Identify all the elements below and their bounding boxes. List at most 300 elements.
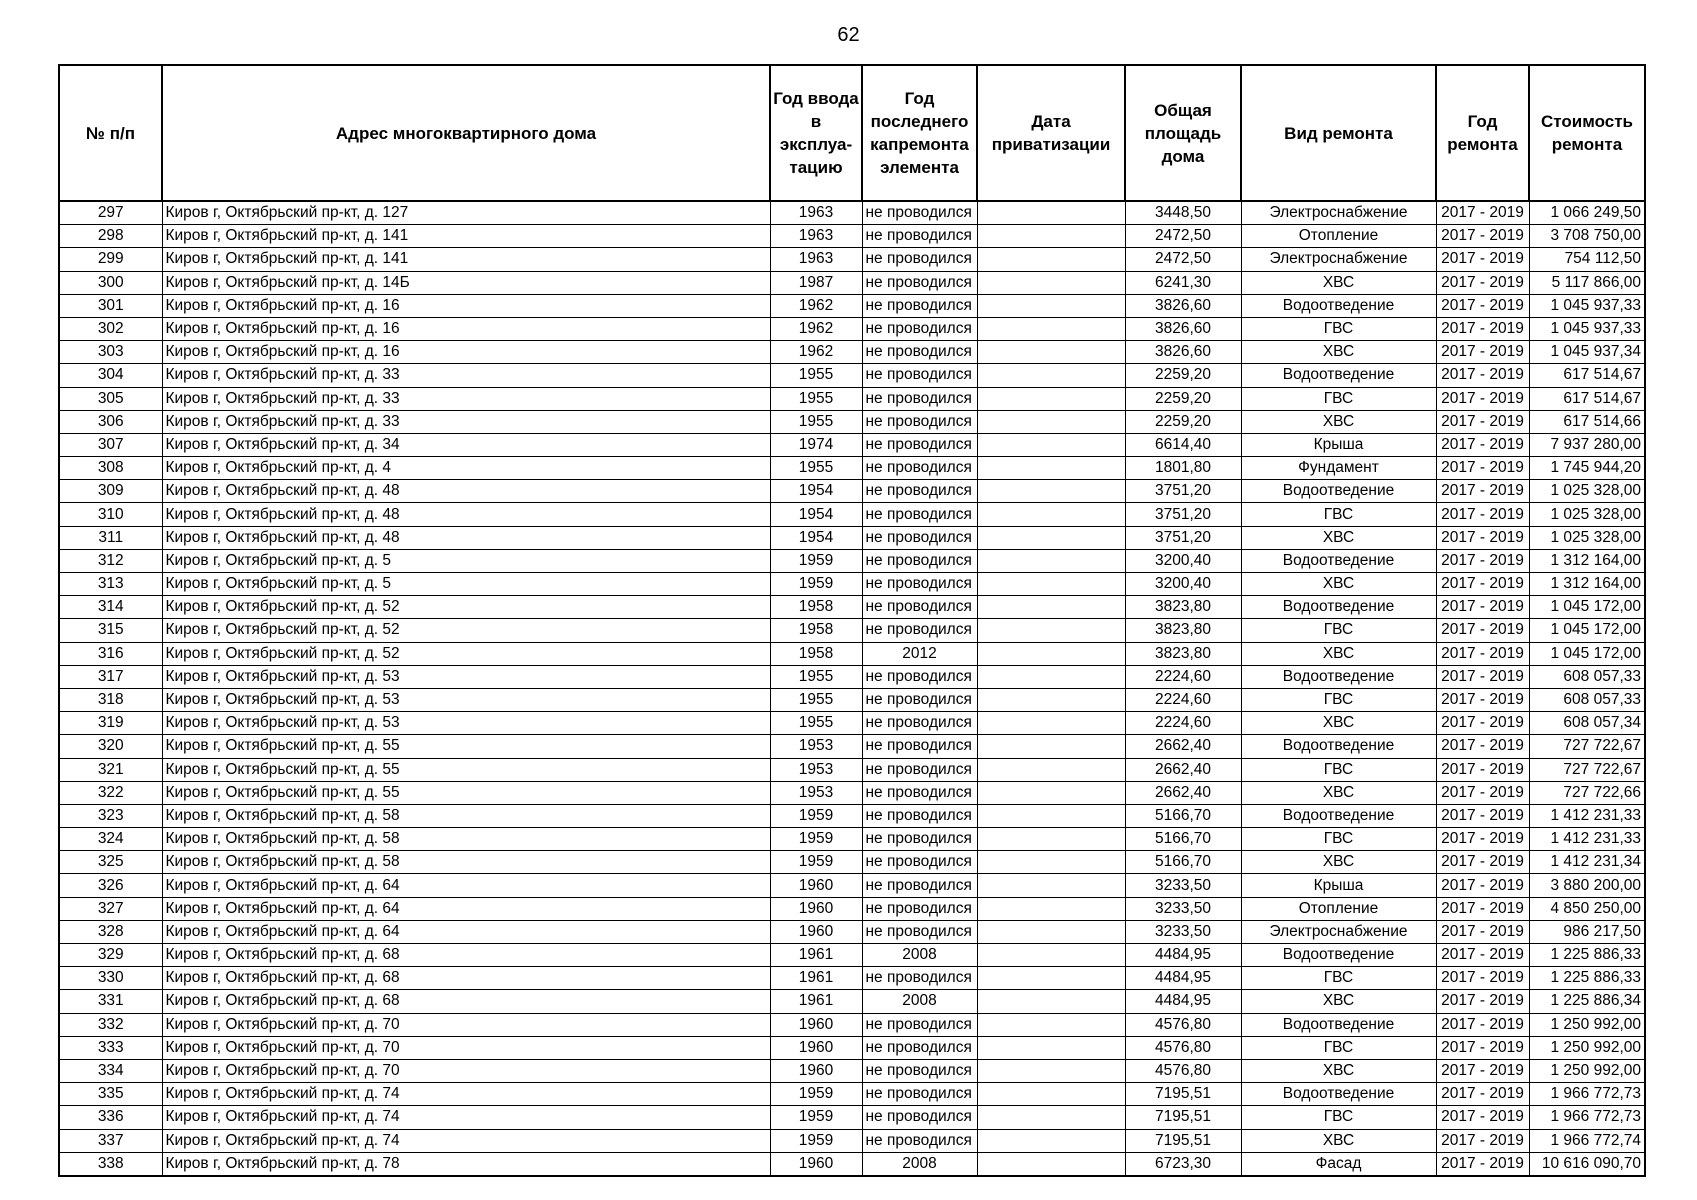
table-row — [59, 851, 1645, 874]
cell-address: Киров г, Октябрьский пр-кт, д. 52 — [162, 619, 770, 642]
cell-repair-year: 2017 - 2019 — [1436, 1059, 1529, 1082]
cell-num: 337 — [59, 1129, 162, 1152]
cell-year-built: 1953 — [770, 758, 862, 781]
cell-year-built: 1959 — [770, 1106, 862, 1129]
table-row — [59, 1059, 1645, 1082]
table-row — [59, 1013, 1645, 1036]
table-row — [59, 341, 1645, 364]
cell-num: 307 — [59, 433, 162, 456]
cell-last-repair: не проводился — [862, 897, 977, 920]
cell-repair-year: 2017 - 2019 — [1436, 874, 1529, 897]
cell-last-repair: не проводился — [862, 480, 977, 503]
cell-cost: 727 722,67 — [1529, 735, 1645, 758]
cell-address: Киров г, Октябрьский пр-кт, д. 70 — [162, 1013, 770, 1036]
cell-last-repair: 2008 — [862, 990, 977, 1013]
cell-privatization — [977, 1036, 1125, 1059]
cell-repair-year: 2017 - 2019 — [1436, 1106, 1529, 1129]
cell-num: 303 — [59, 341, 162, 364]
cell-last-repair: не проводился — [862, 619, 977, 642]
table-row — [59, 549, 1645, 572]
cell-last-repair: не проводился — [862, 874, 977, 897]
cell-privatization — [977, 665, 1125, 688]
table-row — [59, 920, 1645, 943]
cell-year-built: 1960 — [770, 1152, 862, 1176]
cell-last-repair: не проводился — [862, 735, 977, 758]
cell-cost: 3 880 200,00 — [1529, 874, 1645, 897]
cell-address: Киров г, Октябрьский пр-кт, д. 16 — [162, 294, 770, 317]
cell-cost: 1 225 886,34 — [1529, 990, 1645, 1013]
table-row — [59, 503, 1645, 526]
cell-year-built: 1959 — [770, 851, 862, 874]
cell-num: 298 — [59, 225, 162, 248]
cell-last-repair: не проводился — [862, 967, 977, 990]
cell-cost: 617 514,67 — [1529, 364, 1645, 387]
cell-area: 2259,20 — [1125, 364, 1241, 387]
cell-area: 6241,30 — [1125, 271, 1241, 294]
cell-privatization — [977, 364, 1125, 387]
cell-repair-type: Водоотведение — [1241, 665, 1436, 688]
table-row — [59, 1106, 1645, 1129]
cell-last-repair: не проводился — [862, 410, 977, 433]
cell-privatization — [977, 1152, 1125, 1176]
cell-address: Киров г, Октябрьский пр-кт, д. 64 — [162, 920, 770, 943]
cell-last-repair: не проводился — [862, 828, 977, 851]
cell-year-built: 1954 — [770, 526, 862, 549]
table-row — [59, 642, 1645, 665]
cell-privatization — [977, 874, 1125, 897]
cell-repair-year: 2017 - 2019 — [1436, 526, 1529, 549]
cell-last-repair: не проводился — [862, 1083, 977, 1106]
cell-cost: 727 722,67 — [1529, 758, 1645, 781]
cell-privatization — [977, 920, 1125, 943]
cell-repair-type: ГВС — [1241, 828, 1436, 851]
cell-last-repair: 2008 — [862, 1152, 977, 1176]
cell-num: 304 — [59, 364, 162, 387]
cell-last-repair: не проводился — [862, 526, 977, 549]
table-row — [59, 1129, 1645, 1152]
cell-cost: 1 312 164,00 — [1529, 549, 1645, 572]
cell-repair-type: ГВС — [1241, 1106, 1436, 1129]
cell-year-built: 1958 — [770, 642, 862, 665]
cell-year-built: 1953 — [770, 781, 862, 804]
cell-last-repair: не проводился — [862, 364, 977, 387]
cell-num: 300 — [59, 271, 162, 294]
cell-year-built: 1955 — [770, 364, 862, 387]
cell-area: 5166,70 — [1125, 804, 1241, 827]
cell-cost: 1 412 231,33 — [1529, 804, 1645, 827]
cell-privatization — [977, 897, 1125, 920]
cell-num: 329 — [59, 944, 162, 967]
cell-area: 2259,20 — [1125, 410, 1241, 433]
cell-address: Киров г, Октябрьский пр-кт, д. 64 — [162, 874, 770, 897]
cell-privatization — [977, 851, 1125, 874]
cell-address: Киров г, Октябрьский пр-кт, д. 55 — [162, 735, 770, 758]
cell-num: 338 — [59, 1152, 162, 1176]
cell-privatization — [977, 271, 1125, 294]
cell-year-built: 1962 — [770, 341, 862, 364]
cell-address: Киров г, Октябрьский пр-кт, д. 68 — [162, 967, 770, 990]
cell-privatization — [977, 688, 1125, 711]
cell-address: Киров г, Октябрьский пр-кт, д. 53 — [162, 665, 770, 688]
cell-privatization — [977, 549, 1125, 572]
cell-repair-year: 2017 - 2019 — [1436, 248, 1529, 271]
cell-repair-type: ГВС — [1241, 387, 1436, 410]
cell-last-repair: не проводился — [862, 851, 977, 874]
cell-privatization — [977, 573, 1125, 596]
cell-repair-year: 2017 - 2019 — [1436, 781, 1529, 804]
cell-area: 3823,80 — [1125, 642, 1241, 665]
cell-last-repair: не проводился — [862, 201, 977, 225]
cell-address: Киров г, Октябрьский пр-кт, д. 53 — [162, 712, 770, 735]
cell-num: 323 — [59, 804, 162, 827]
cell-repair-type: Водоотведение — [1241, 364, 1436, 387]
cell-year-built: 1959 — [770, 573, 862, 596]
cell-privatization — [977, 642, 1125, 665]
cell-privatization — [977, 1129, 1125, 1152]
cell-num: 318 — [59, 688, 162, 711]
cell-address: Киров г, Октябрьский пр-кт, д. 70 — [162, 1036, 770, 1059]
table-row — [59, 410, 1645, 433]
cell-repair-type: ХВС — [1241, 781, 1436, 804]
cell-repair-type: ГВС — [1241, 967, 1436, 990]
table-row — [59, 781, 1645, 804]
header-year-built: Год ввода в эксплуа-тацию — [770, 65, 862, 201]
cell-address: Киров г, Октябрьский пр-кт, д. 48 — [162, 526, 770, 549]
cell-last-repair: не проводился — [862, 920, 977, 943]
cell-repair-type: ХВС — [1241, 851, 1436, 874]
cell-last-repair: 2012 — [862, 642, 977, 665]
cell-year-built: 1959 — [770, 804, 862, 827]
cell-num: 317 — [59, 665, 162, 688]
cell-privatization — [977, 1059, 1125, 1082]
cell-year-built: 1962 — [770, 317, 862, 340]
cell-repair-year: 2017 - 2019 — [1436, 410, 1529, 433]
cell-privatization — [977, 735, 1125, 758]
cell-repair-year: 2017 - 2019 — [1436, 758, 1529, 781]
cell-last-repair: не проводился — [862, 596, 977, 619]
cell-repair-type: Электроснабжение — [1241, 201, 1436, 225]
table-row — [59, 225, 1645, 248]
header-area: Общая площадь дома — [1125, 65, 1241, 201]
cell-last-repair: не проводился — [862, 294, 977, 317]
cell-num: 320 — [59, 735, 162, 758]
cell-num: 332 — [59, 1013, 162, 1036]
cell-num: 311 — [59, 526, 162, 549]
cell-last-repair: не проводился — [862, 549, 977, 572]
table-row — [59, 271, 1645, 294]
cell-last-repair: не проводился — [862, 712, 977, 735]
cell-privatization — [977, 804, 1125, 827]
cell-num: 325 — [59, 851, 162, 874]
cell-repair-year: 2017 - 2019 — [1436, 619, 1529, 642]
header-row — [59, 65, 1645, 201]
cell-address: Киров г, Октябрьский пр-кт, д. 58 — [162, 828, 770, 851]
cell-cost: 1 045 937,33 — [1529, 294, 1645, 317]
cell-address: Киров г, Октябрьский пр-кт, д. 4 — [162, 457, 770, 480]
cell-repair-year: 2017 - 2019 — [1436, 851, 1529, 874]
cell-privatization — [977, 503, 1125, 526]
cell-privatization — [977, 341, 1125, 364]
cell-cost: 617 514,67 — [1529, 387, 1645, 410]
table-row — [59, 735, 1645, 758]
cell-address: Киров г, Октябрьский пр-кт, д. 78 — [162, 1152, 770, 1176]
cell-privatization — [977, 781, 1125, 804]
cell-repair-year: 2017 - 2019 — [1436, 712, 1529, 735]
cell-address: Киров г, Октябрьский пр-кт, д. 70 — [162, 1059, 770, 1082]
cell-area: 3826,60 — [1125, 294, 1241, 317]
cell-address: Киров г, Октябрьский пр-кт, д. 5 — [162, 549, 770, 572]
cell-area: 2224,60 — [1125, 688, 1241, 711]
cell-last-repair: не проводился — [862, 1106, 977, 1129]
cell-cost: 1 966 772,74 — [1529, 1129, 1645, 1152]
cell-last-repair: не проводился — [862, 387, 977, 410]
cell-repair-year: 2017 - 2019 — [1436, 1152, 1529, 1176]
cell-address: Киров г, Октябрьский пр-кт, д. 34 — [162, 433, 770, 456]
cell-repair-year: 2017 - 2019 — [1436, 596, 1529, 619]
table-row — [59, 990, 1645, 1013]
cell-address: Киров г, Октябрьский пр-кт, д. 14Б — [162, 271, 770, 294]
cell-repair-year: 2017 - 2019 — [1436, 1013, 1529, 1036]
table-row — [59, 1083, 1645, 1106]
cell-repair-type: Водоотведение — [1241, 1013, 1436, 1036]
cell-num: 306 — [59, 410, 162, 433]
table-row — [59, 317, 1645, 340]
table-row — [59, 828, 1645, 851]
cell-repair-year: 2017 - 2019 — [1436, 967, 1529, 990]
cell-year-built: 1974 — [770, 433, 862, 456]
cell-cost: 1 225 886,33 — [1529, 944, 1645, 967]
cell-repair-year: 2017 - 2019 — [1436, 1129, 1529, 1152]
cell-cost: 1 025 328,00 — [1529, 503, 1645, 526]
cell-address: Киров г, Октябрьский пр-кт, д. 58 — [162, 804, 770, 827]
cell-year-built: 1961 — [770, 967, 862, 990]
cell-area: 2472,50 — [1125, 225, 1241, 248]
cell-area: 3200,40 — [1125, 573, 1241, 596]
cell-repair-year: 2017 - 2019 — [1436, 480, 1529, 503]
cell-area: 3233,50 — [1125, 897, 1241, 920]
cell-repair-type: ХВС — [1241, 410, 1436, 433]
cell-year-built: 1963 — [770, 225, 862, 248]
cell-cost: 10 616 090,70 — [1529, 1152, 1645, 1176]
cell-area: 3751,20 — [1125, 526, 1241, 549]
cell-num: 327 — [59, 897, 162, 920]
cell-repair-type: Фундамент — [1241, 457, 1436, 480]
cell-address: Киров г, Октябрьский пр-кт, д. 53 — [162, 688, 770, 711]
cell-num: 322 — [59, 781, 162, 804]
cell-privatization — [977, 526, 1125, 549]
cell-repair-type: ХВС — [1241, 990, 1436, 1013]
cell-privatization — [977, 387, 1125, 410]
cell-cost: 1 225 886,33 — [1529, 967, 1645, 990]
cell-address: Киров г, Октябрьский пр-кт, д. 52 — [162, 642, 770, 665]
table-row — [59, 874, 1645, 897]
cell-area: 3233,50 — [1125, 874, 1241, 897]
table-row — [59, 688, 1645, 711]
cell-num: 305 — [59, 387, 162, 410]
cell-repair-type: Водоотведение — [1241, 480, 1436, 503]
cell-year-built: 1955 — [770, 410, 862, 433]
cell-address: Киров г, Октябрьский пр-кт, д. 55 — [162, 781, 770, 804]
cell-repair-type: Отопление — [1241, 225, 1436, 248]
cell-repair-year: 2017 - 2019 — [1436, 920, 1529, 943]
cell-privatization — [977, 225, 1125, 248]
cell-area: 4576,80 — [1125, 1059, 1241, 1082]
cell-area: 4576,80 — [1125, 1036, 1241, 1059]
cell-repair-year: 2017 - 2019 — [1436, 665, 1529, 688]
cell-repair-type: Отопление — [1241, 897, 1436, 920]
cell-privatization — [977, 944, 1125, 967]
cell-num: 328 — [59, 920, 162, 943]
repair-table — [58, 64, 1646, 1177]
cell-repair-type: ХВС — [1241, 1059, 1436, 1082]
cell-repair-type: ХВС — [1241, 1129, 1436, 1152]
table-row — [59, 712, 1645, 735]
cell-cost: 986 217,50 — [1529, 920, 1645, 943]
cell-repair-type: ГВС — [1241, 503, 1436, 526]
cell-address: Киров г, Октябрьский пр-кт, д. 141 — [162, 248, 770, 271]
cell-year-built: 1959 — [770, 1083, 862, 1106]
cell-privatization — [977, 758, 1125, 781]
table-row — [59, 967, 1645, 990]
cell-repair-type: Водоотведение — [1241, 804, 1436, 827]
cell-year-built: 1959 — [770, 1129, 862, 1152]
table-row — [59, 364, 1645, 387]
cell-num: 336 — [59, 1106, 162, 1129]
cell-last-repair: 2008 — [862, 944, 977, 967]
cell-cost: 608 057,33 — [1529, 688, 1645, 711]
cell-address: Киров г, Октябрьский пр-кт, д. 58 — [162, 851, 770, 874]
cell-privatization — [977, 457, 1125, 480]
cell-repair-year: 2017 - 2019 — [1436, 573, 1529, 596]
cell-address: Киров г, Октябрьский пр-кт, д. 33 — [162, 410, 770, 433]
cell-repair-year: 2017 - 2019 — [1436, 271, 1529, 294]
cell-area: 2662,40 — [1125, 781, 1241, 804]
cell-last-repair: не проводился — [862, 248, 977, 271]
cell-repair-year: 2017 - 2019 — [1436, 990, 1529, 1013]
cell-repair-type: Крыша — [1241, 433, 1436, 456]
cell-repair-type: Водоотведение — [1241, 1083, 1436, 1106]
cell-repair-type: ХВС — [1241, 341, 1436, 364]
cell-repair-type: Фасад — [1241, 1152, 1436, 1176]
cell-last-repair: не проводился — [862, 1036, 977, 1059]
cell-address: Киров г, Октябрьский пр-кт, д. 141 — [162, 225, 770, 248]
cell-last-repair: не проводился — [862, 804, 977, 827]
cell-repair-type: ХВС — [1241, 642, 1436, 665]
cell-cost: 1 045 937,34 — [1529, 341, 1645, 364]
cell-privatization — [977, 1083, 1125, 1106]
cell-area: 2224,60 — [1125, 665, 1241, 688]
cell-address: Киров г, Октябрьский пр-кт, д. 5 — [162, 573, 770, 596]
cell-year-built: 1954 — [770, 503, 862, 526]
cell-repair-type: Водоотведение — [1241, 735, 1436, 758]
cell-num: 321 — [59, 758, 162, 781]
cell-repair-year: 2017 - 2019 — [1436, 944, 1529, 967]
cell-cost: 1 966 772,73 — [1529, 1106, 1645, 1129]
cell-privatization — [977, 828, 1125, 851]
table-row — [59, 944, 1645, 967]
cell-year-built: 1960 — [770, 874, 862, 897]
cell-area: 6723,30 — [1125, 1152, 1241, 1176]
table-row — [59, 897, 1645, 920]
table-row — [59, 526, 1645, 549]
cell-repair-year: 2017 - 2019 — [1436, 317, 1529, 340]
cell-area: 2662,40 — [1125, 758, 1241, 781]
cell-address: Киров г, Октябрьский пр-кт, д. 52 — [162, 596, 770, 619]
table-row — [59, 248, 1645, 271]
cell-cost: 727 722,66 — [1529, 781, 1645, 804]
cell-last-repair: не проводился — [862, 688, 977, 711]
cell-last-repair: не проводился — [862, 573, 977, 596]
cell-area: 4484,95 — [1125, 990, 1241, 1013]
cell-repair-year: 2017 - 2019 — [1436, 225, 1529, 248]
cell-cost: 1 045 172,00 — [1529, 596, 1645, 619]
cell-year-built: 1961 — [770, 944, 862, 967]
cell-privatization — [977, 990, 1125, 1013]
cell-year-built: 1963 — [770, 248, 862, 271]
cell-area: 7195,51 — [1125, 1129, 1241, 1152]
cell-repair-type: Электроснабжение — [1241, 248, 1436, 271]
cell-cost: 1 250 992,00 — [1529, 1013, 1645, 1036]
cell-repair-type: Водоотведение — [1241, 294, 1436, 317]
cell-address: Киров г, Октябрьский пр-кт, д. 74 — [162, 1129, 770, 1152]
header-address: Адрес многоквартирного дома — [162, 65, 770, 201]
cell-address: Киров г, Октябрьский пр-кт, д. 48 — [162, 503, 770, 526]
table-row — [59, 294, 1645, 317]
cell-address: Киров г, Октябрьский пр-кт, д. 48 — [162, 480, 770, 503]
cell-last-repair: не проводился — [862, 317, 977, 340]
cell-address: Киров г, Октябрьский пр-кт, д. 16 — [162, 341, 770, 364]
cell-privatization — [977, 480, 1125, 503]
cell-repair-year: 2017 - 2019 — [1436, 1083, 1529, 1106]
cell-address: Киров г, Октябрьский пр-кт, д. 68 — [162, 944, 770, 967]
cell-year-built: 1963 — [770, 201, 862, 225]
header-privatization: Дата приватизации — [977, 65, 1125, 201]
table-row — [59, 387, 1645, 410]
cell-address: Киров г, Октябрьский пр-кт, д. 33 — [162, 364, 770, 387]
cell-area: 4576,80 — [1125, 1013, 1241, 1036]
cell-year-built: 1961 — [770, 990, 862, 1013]
cell-num: 312 — [59, 549, 162, 572]
table-row — [59, 433, 1645, 456]
cell-privatization — [977, 248, 1125, 271]
cell-last-repair: не проводился — [862, 1013, 977, 1036]
cell-cost: 1 045 172,00 — [1529, 642, 1645, 665]
cell-repair-year: 2017 - 2019 — [1436, 1036, 1529, 1059]
cell-privatization — [977, 1106, 1125, 1129]
cell-last-repair: не проводился — [862, 1059, 977, 1082]
cell-repair-year: 2017 - 2019 — [1436, 201, 1529, 225]
table-row — [59, 1152, 1645, 1176]
table-row — [59, 480, 1645, 503]
cell-year-built: 1953 — [770, 735, 862, 758]
cell-num: 334 — [59, 1059, 162, 1082]
cell-area: 1801,80 — [1125, 457, 1241, 480]
cell-area: 3200,40 — [1125, 549, 1241, 572]
cell-cost: 1 312 164,00 — [1529, 573, 1645, 596]
cell-cost: 608 057,34 — [1529, 712, 1645, 735]
cell-area: 3448,50 — [1125, 201, 1241, 225]
cell-num: 330 — [59, 967, 162, 990]
cell-area: 3823,80 — [1125, 619, 1241, 642]
cell-area: 6614,40 — [1125, 433, 1241, 456]
cell-year-built: 1955 — [770, 457, 862, 480]
cell-repair-year: 2017 - 2019 — [1436, 503, 1529, 526]
cell-area: 7195,51 — [1125, 1106, 1241, 1129]
cell-last-repair: не проводился — [862, 225, 977, 248]
cell-repair-type: ГВС — [1241, 317, 1436, 340]
cell-year-built: 1960 — [770, 920, 862, 943]
cell-address: Киров г, Октябрьский пр-кт, д. 127 — [162, 201, 770, 225]
